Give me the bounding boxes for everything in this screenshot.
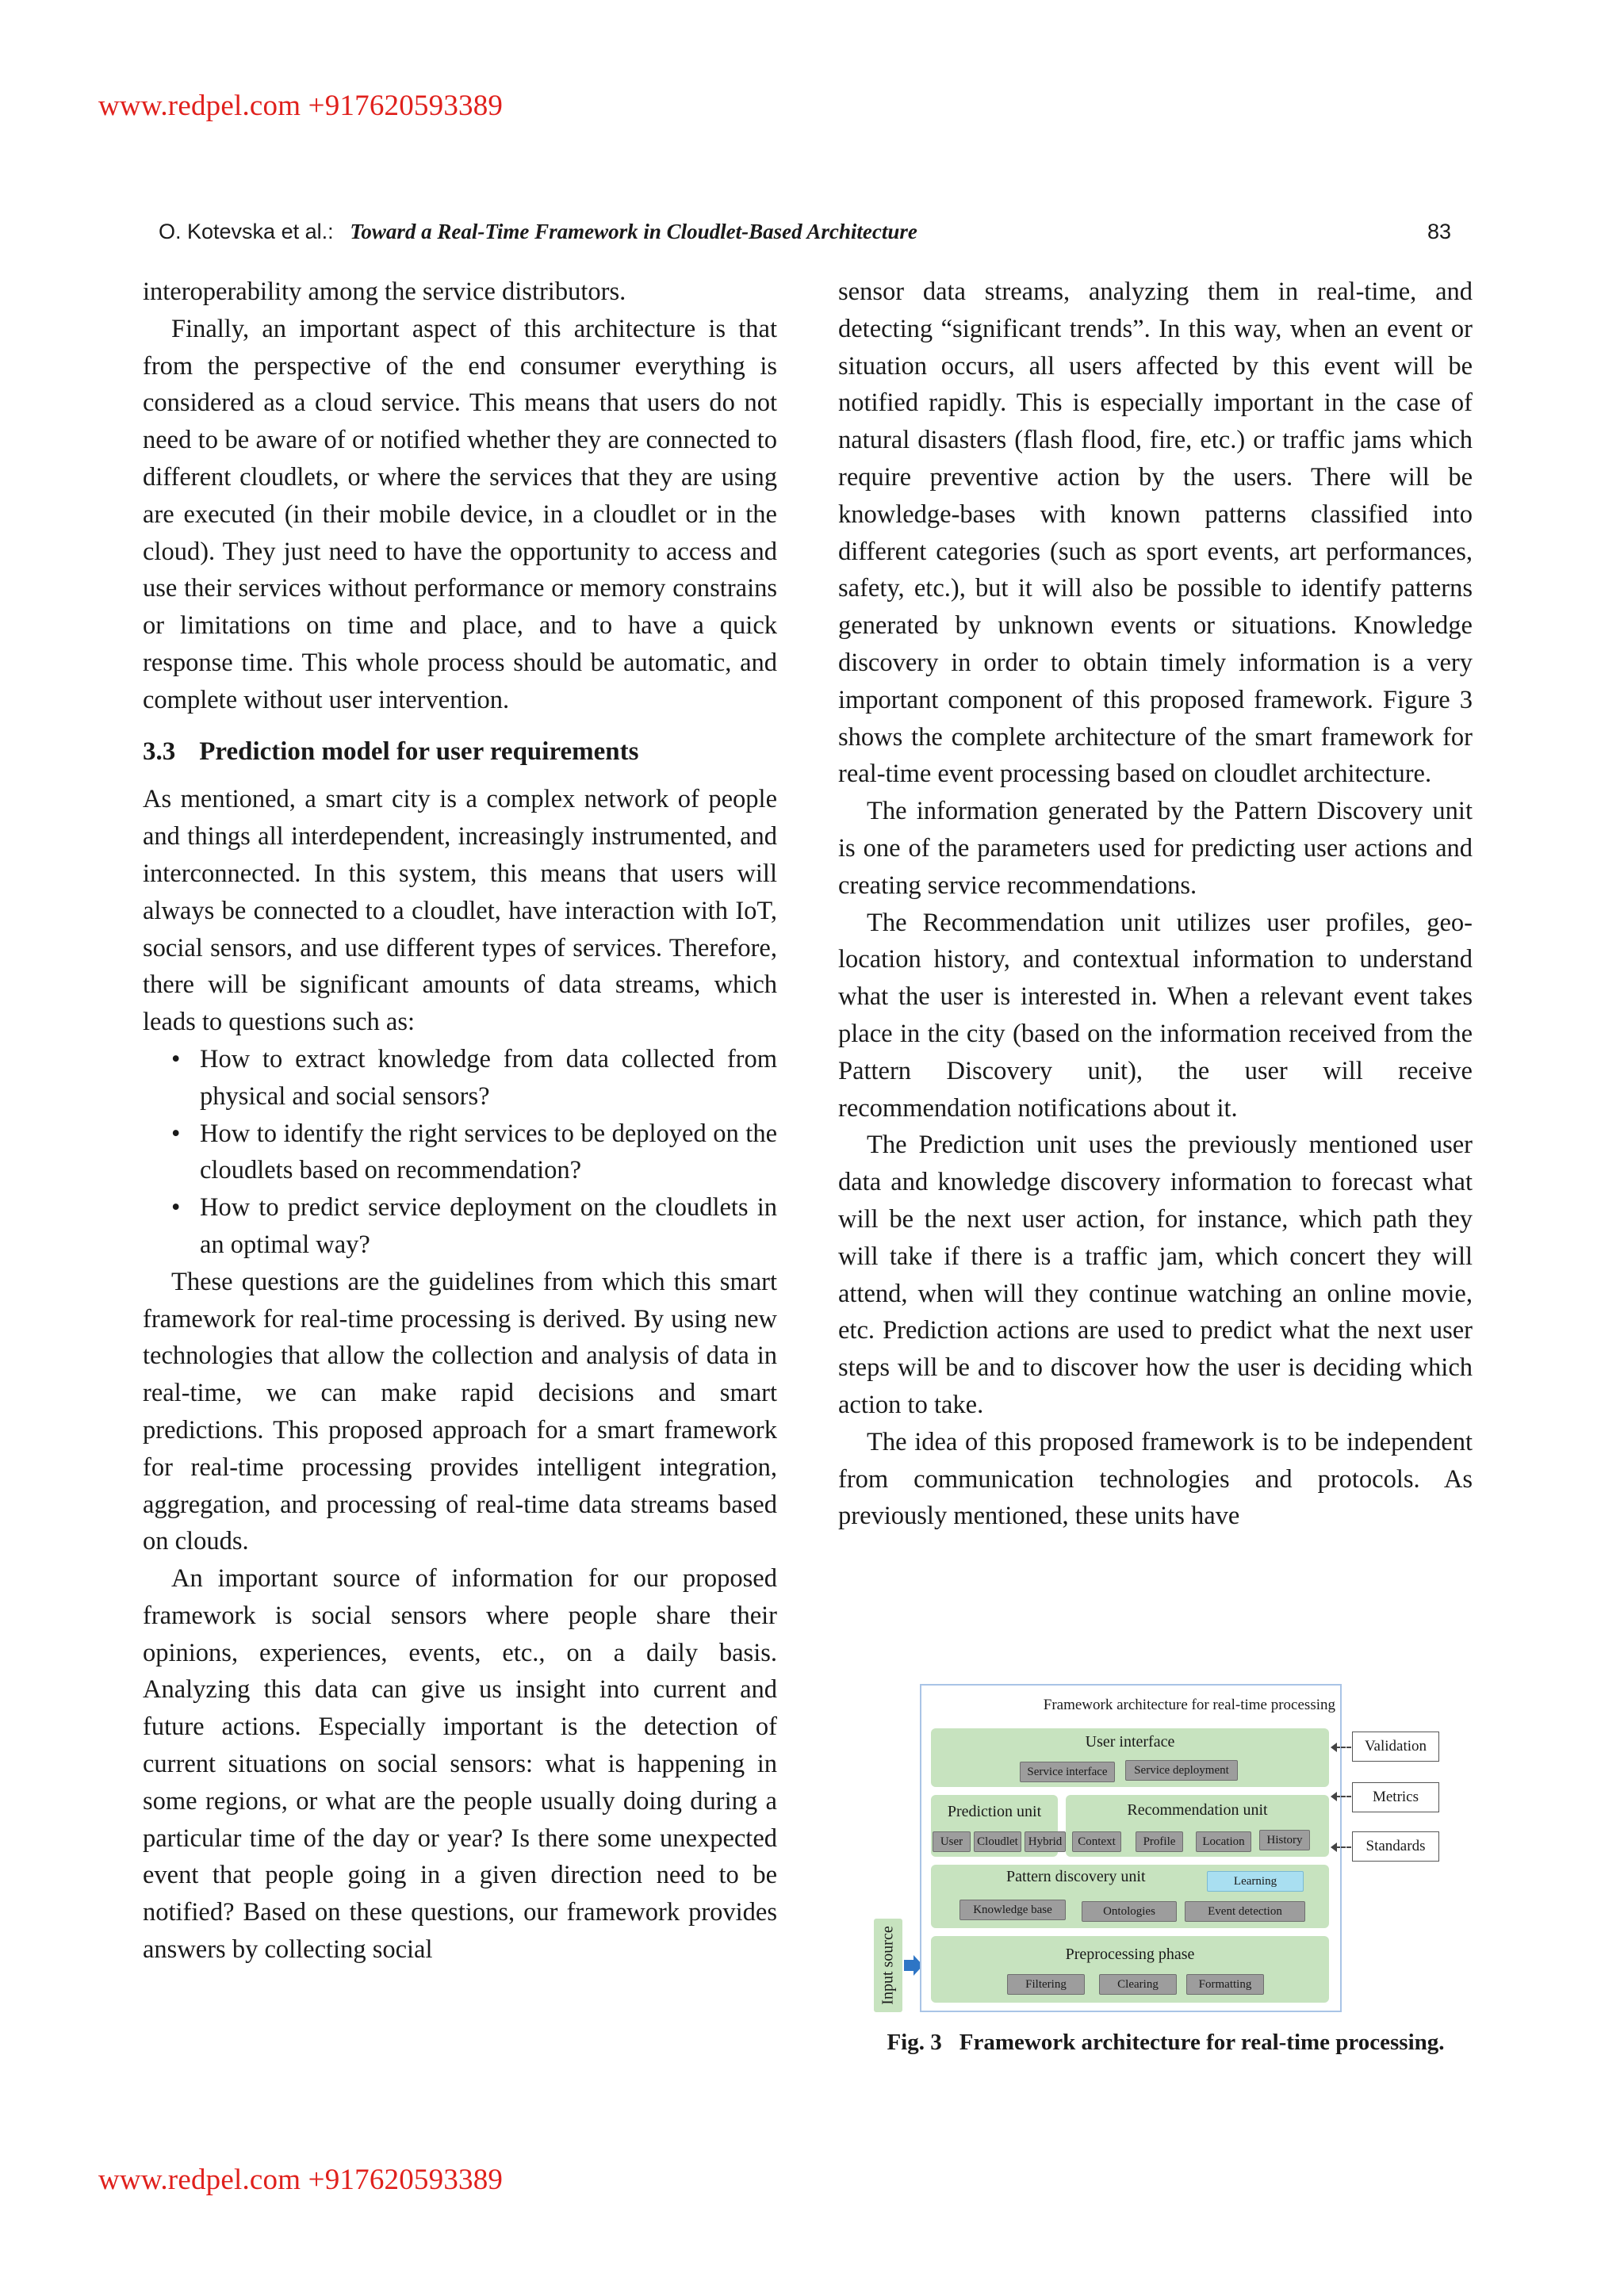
input-source-label-box (874, 1919, 902, 2012)
chip-ontologies: Ontologies (1082, 1901, 1177, 1922)
preprocessing-band (931, 1936, 1329, 2003)
left-column (143, 274, 777, 1969)
paragraph: interoperability among the service distributors. (143, 277, 626, 306)
watermark-top: www.redpel.com +917620593389 (98, 90, 504, 122)
watermark-bottom: www.redpel.com +917620593389 (98, 2164, 504, 2196)
pattern-discovery-band (931, 1865, 1329, 1928)
paragraph: The idea of this proposed framework is to be independent from communication technologies and protocols. As previously mentioned, these units have (838, 1427, 1473, 1531)
paragraph: The Prediction unit uses the previously mentioned user data and knowledge discovery information to forecast what will be the next user action, for instance, which path they will take if there is a traffic jam, which concert they will attend, when will they continue watching an online movie, etc. Prediction actions are used to predict what the next user steps will be and to discover how the user is deciding which action to take. (838, 1131, 1473, 1419)
section-number: 3.3 (143, 737, 176, 766)
chip-history: History (1259, 1830, 1310, 1850)
recommendation-unit-label: Recommendation unit (1127, 1801, 1268, 1819)
chip-learning: Learning (1207, 1871, 1304, 1892)
input-source-label: Input source (879, 1926, 897, 2005)
user-interface-label: User interface (1085, 1733, 1175, 1751)
arrow-left-icon (1335, 1747, 1351, 1748)
list-item: • How to predict service deployment on the cloudlets in an optimal way? (200, 1189, 777, 1264)
section-title: Prediction model for user requirements (199, 737, 639, 766)
chip-filtering: Filtering (1007, 1974, 1085, 1995)
right-column (838, 274, 1473, 1535)
running-head-title: Toward a Real-Time Framework in Cloudlet-Based Architecture (350, 220, 917, 243)
framework-diagram (920, 1684, 1342, 2012)
chip-service-deployment: Service deployment (1125, 1760, 1238, 1781)
prediction-unit-band (931, 1795, 1063, 1857)
paragraph: As mentioned, a smart city is a complex network of people and things all interdependent, increasingly instrumented, and interconnected. In this system, this means that users will always be connected to a cloudlet, have interaction with IoT, social sensors, and use different types of services. Therefore, there will be significant amounts of data streams, which leads to questions such as: (143, 785, 777, 1037)
pattern-discovery-label: Pattern discovery unit (1006, 1868, 1146, 1885)
side-box-validation: Validation (1352, 1732, 1439, 1762)
running-head (159, 216, 1451, 247)
chip-clearing: Clearing (1099, 1974, 1177, 1995)
figure-number: Fig. 3 (887, 2030, 942, 2055)
arrow-left-icon (1335, 1796, 1351, 1797)
chip-service-interface: Service interface (1020, 1762, 1115, 1782)
paragraph: sensor data streams, analyzing them in real-time, and detecting “significant trends”. In this way, when an event or situation occurs, all users affected by this event will be notified rapidly. This is especially important in the case of natural disasters (flash flood, fire, etc.) or traffic jams which require preventive action by the users. There will be knowledge-bases with known patterns classified into different categories (such as sport events, art performances, safety, etc.), but it will also be possible to identify patterns generated by unknown events or situations. Knowledge discovery in order to obtain timely information is a very important component of this proposed framework. Figure 3 shows the complete architecture of the smart framework for real-time event processing based on cloudlet architecture. (838, 277, 1473, 789)
chip-knowledge-base: Knowledge base (959, 1900, 1066, 1920)
paragraph: The information generated by the Pattern Discovery unit is one of the parameters used for predicting user actions and creating service recommendations. (838, 797, 1473, 900)
chip-location: Location (1196, 1831, 1251, 1852)
paragraph: The Recommendation unit utilizes user profiles, geo-location history, and contextual information to understand what the user is interested in. When a relevant event takes place in the city (based on the information received from the Pattern Discovery unit), the user will receive recommendation notifications about it. (838, 908, 1473, 1123)
recommendation-unit-band (1066, 1795, 1329, 1857)
side-box-standards: Standards (1352, 1831, 1439, 1862)
chip-profile: Profile (1136, 1831, 1183, 1852)
running-head-authors: O. Kotevska et al.: (159, 220, 334, 243)
paragraph: An important source of information for our proposed framework is social sensors where people share their opinions, experiences, events, etc., on a daily basis. Analyzing this data can give us insight into current and future actions. Especially important is the detection of current situations on social sensors: what is happening in some regions, or what are the people usually doing during a particular time of the day or year? Is there some unexpected event that people going in a given direction need to be notified? Based on these questions, our framework provides answers by collecting social (143, 1564, 777, 1965)
prediction-unit-label: Prediction unit (947, 1803, 1042, 1820)
list-item: • How to identify the right services to be deployed on the cloudlets based on recommendation? (200, 1115, 777, 1190)
figure-caption-text: Framework architecture for real-time processing. (959, 2030, 1445, 2055)
figure-3 (856, 1681, 1475, 2055)
user-interface-band (931, 1728, 1329, 1787)
question-list (143, 1041, 777, 1264)
input-arrow-icon (904, 1960, 914, 1971)
chip-formatting: Formatting (1186, 1974, 1264, 1995)
chip-event-detection: Event detection (1185, 1901, 1305, 1922)
chip-context: Context (1072, 1831, 1121, 1852)
paragraph: Finally, an important aspect of this architecture is that from the perspective of the end consumer everything is considered as a cloud service. This means that users do not need to be aware of or notified whether they are connected to different cloudlets, or where the services that they are using are executed (in their mobile device, in a cloudlet or in the cloud). They just need to have the opportunity to access and use their services without performance or memory constrains or limitations on time and place, and to have a quick response time. This whole process should be automatic, and complete without user intervention. (143, 314, 777, 714)
section-heading (143, 733, 777, 771)
chip-user: User (933, 1831, 971, 1852)
list-item: • How to extract knowledge from data collected from physical and social sensors? (200, 1041, 777, 1115)
side-box-metrics: Metrics (1352, 1782, 1439, 1812)
diagram-title: Framework architecture for real-time processing (1043, 1697, 1335, 1713)
chip-hybrid: Hybrid (1025, 1831, 1066, 1852)
figure-caption (856, 2030, 1475, 2056)
preprocessing-label: Preprocessing phase (1065, 1946, 1195, 1963)
chip-cloudlet: Cloudlet (974, 1831, 1021, 1852)
arrow-left-icon (1335, 1846, 1351, 1848)
paragraph: These questions are the guidelines from which this smart framework for real-time processing is derived. By using new technologies that allow the collection and analysis of data in real-time, we can make rapid decisions and smart predictions. This proposed approach for a smart framework for real-time processing provides intelligent integration, aggregation, and processing of real-time data streams based on clouds. (143, 1267, 777, 1556)
page-number: 83 (1427, 220, 1451, 243)
